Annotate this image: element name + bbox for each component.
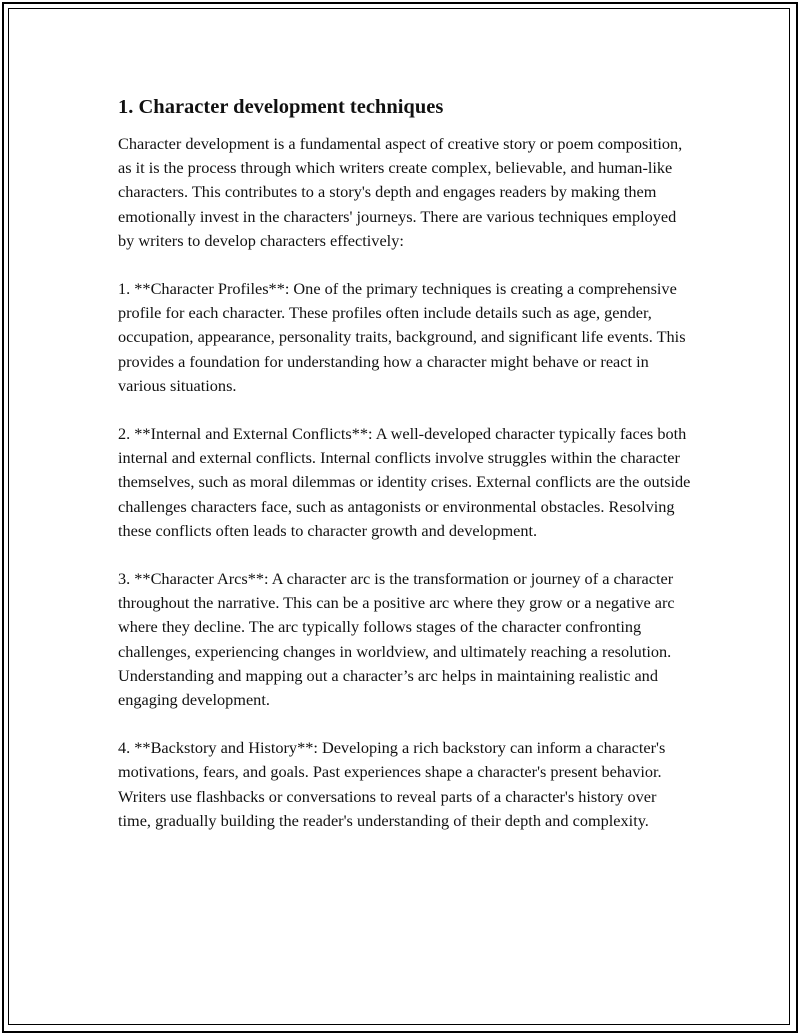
character-arcs-paragraph: 3. **Character Arcs**: A character arc is the transformation or journey of a character throughout the narrative. This can be a positive arc where they grow or a negative arc where they decline. The arc typically follows stages of the character confronting challenges, experiencing changes in worldview, and ultimately reaching a resolution. Understanding and mapping out a character’s arc helps in maintaining realistic and engaging development. xyxy=(118,569,675,710)
section-heading: 1. Character development techniques xyxy=(118,96,444,118)
conflicts-paragraph: 2. **Internal and External Conflicts**: A well-developed character typically faces both internal and external conflicts. Internal conflicts involve struggles within the character themselves, such as moral dilemmas or identity crises. External conflicts are the outside challenges characters face, such as antagonists or environmental obstacles. Resolving these conflicts often leads to character growth and development. xyxy=(118,424,691,540)
document-body xyxy=(118,94,693,857)
backstory-paragraph: 4. **Backstory and History**: Developing a rich backstory can inform a character's motivations, fears, and goals. Past experiences shape a character's present behavior. Writers use flashbacks or conversations to reveal parts of a character's history over time, gradually building the reader's understanding of their depth and complexity. xyxy=(118,738,666,830)
character-profiles-paragraph: 1. **Character Profiles**: One of the primary techniques is creating a comprehensive profile for each character. These profiles often include details such as age, gender, occupation, appearance, personality traits, background, and significant life events. This provides a foundation for understanding how a character might behave or react in various situations. xyxy=(118,279,686,395)
intro-paragraph: Character development is a fundamental aspect of creative story or poem composition, as it is the process through which writers create complex, believable, and human-like characters. This contributes to a story's depth and engages readers by making them emotionally invest in the characters' journeys. There are various techniques employed by writers to develop characters effectively: xyxy=(118,134,683,250)
